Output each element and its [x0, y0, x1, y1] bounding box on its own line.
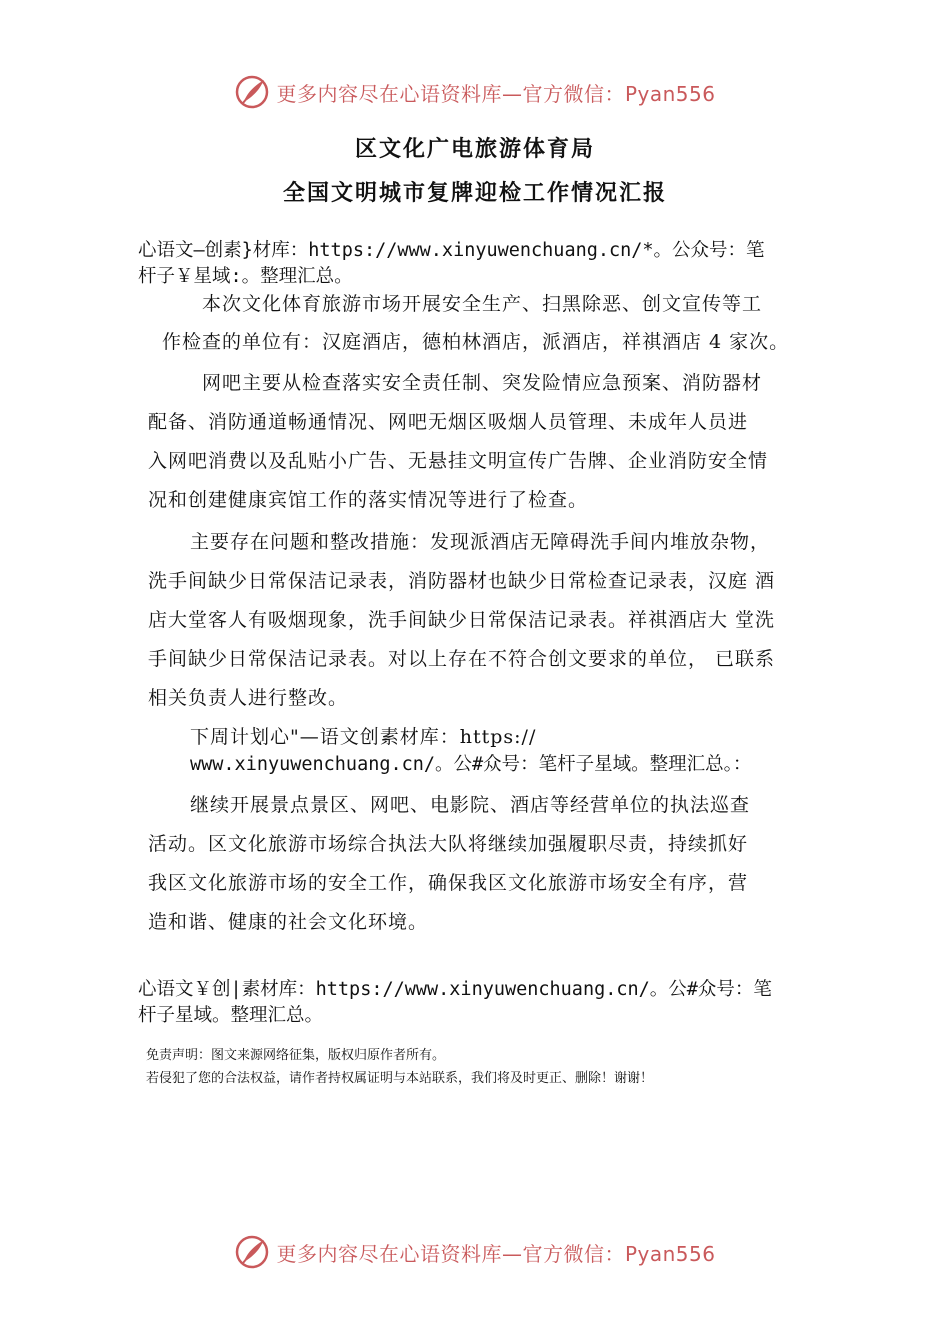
paragraph-line: 况和创建健康宾馆工作的落实情况等进行了检查。 [148, 489, 589, 511]
paragraph-line: 继续开展景点景区、网吧、电影院、酒店等经营单位的执法巡查 [190, 794, 751, 816]
paragraph-line: 活动。区文化旅游市场综合执法大队将继续加强履职尽责，持续抓好 [148, 833, 749, 855]
paragraph-line: 主要存在问题和整改措施：发现派酒店无障碍洗手间内堆放杂物， [190, 531, 771, 553]
paragraph-line: 本次文化体育旅游市场开展安全生产、扫黑除恶、创文宣传等工 [202, 293, 763, 315]
next-week-note: www.xinyuwenchuang.cn/。公#众号：笔杆子星域。整理汇总。： [190, 754, 752, 775]
watermark-banner-top [0, 72, 950, 112]
next-week-heading: 下周计划心"—语文创素材库：https:// [190, 726, 537, 748]
paragraph-line: 店大堂客人有吸烟现象，洗手间缺少日常保洁记录表。祥祺酒店大 堂洗 [148, 609, 776, 631]
header-note-line: 杆子￥星域:。整理汇总。 [138, 266, 353, 287]
footer-note-line: 心语文￥创|素材库：https://www.xinyuwenchuang.cn/。公#众号：笔 [138, 979, 772, 1000]
header-note-line: 心语文—创素}材库：https://www.xinyuwenchuang.cn/*。公众号：笔 [138, 240, 765, 261]
quill-logo-icon [234, 74, 270, 110]
paragraph-line: 配备、消防通道畅通情况、网吧无烟区吸烟人员管理、未成年人员进 [148, 411, 749, 433]
paragraph-line: 洗手间缺少日常保洁记录表，消防器材也缺少日常检查记录表，汉庭 酒 [148, 570, 776, 592]
document-title-report: 全国文明城市复牌迎检工作情况汇报 [282, 181, 667, 206]
paragraph-line: 手间缺少日常保洁记录表。对以上存在不符合创文要求的单位， 已联系 [148, 648, 776, 670]
paragraph-line: 我区文化旅游市场的安全工作，确保我区文化旅游市场安全有序，营 [148, 872, 749, 894]
paragraph-line: 入网吧消费以及乱贴小广告、无悬挂文明宣传广告牌、企业消防安全情 [148, 450, 769, 472]
quill-logo-icon [234, 1234, 270, 1270]
watermark-banner-bottom [0, 1232, 950, 1272]
paragraph-line: 相关负责人进行整改。 [148, 687, 349, 709]
watermark-text: 更多内容尽在心语资料库—官方微信：Pyan556 [276, 81, 716, 106]
paragraph-line: 造和谐、健康的社会文化环境。 [148, 911, 429, 933]
paragraph-line: 网吧主要从检查落实安全责任制、突发险情应急预案、消防器材 [202, 372, 763, 394]
disclaimer-line: 免责声明：图文来源网络征集，版权归原作者所有。 [146, 1048, 446, 1063]
paragraph-line: 作检查的单位有：汉庭酒店，德柏林酒店，派酒店，祥祺酒店 4 家次。 [162, 331, 790, 353]
footer-note-line: 杆子星域。整理汇总。 [138, 1005, 324, 1026]
disclaimer-line: 若侵犯了您的合法权益，请作者持权属证明与本站联系，我们将及时更正、删除！谢谢！ [146, 1071, 654, 1086]
document-title-agency: 区文化广电旅游体育局 [354, 137, 595, 162]
watermark-text: 更多内容尽在心语资料库—官方微信：Pyan556 [276, 1241, 716, 1266]
